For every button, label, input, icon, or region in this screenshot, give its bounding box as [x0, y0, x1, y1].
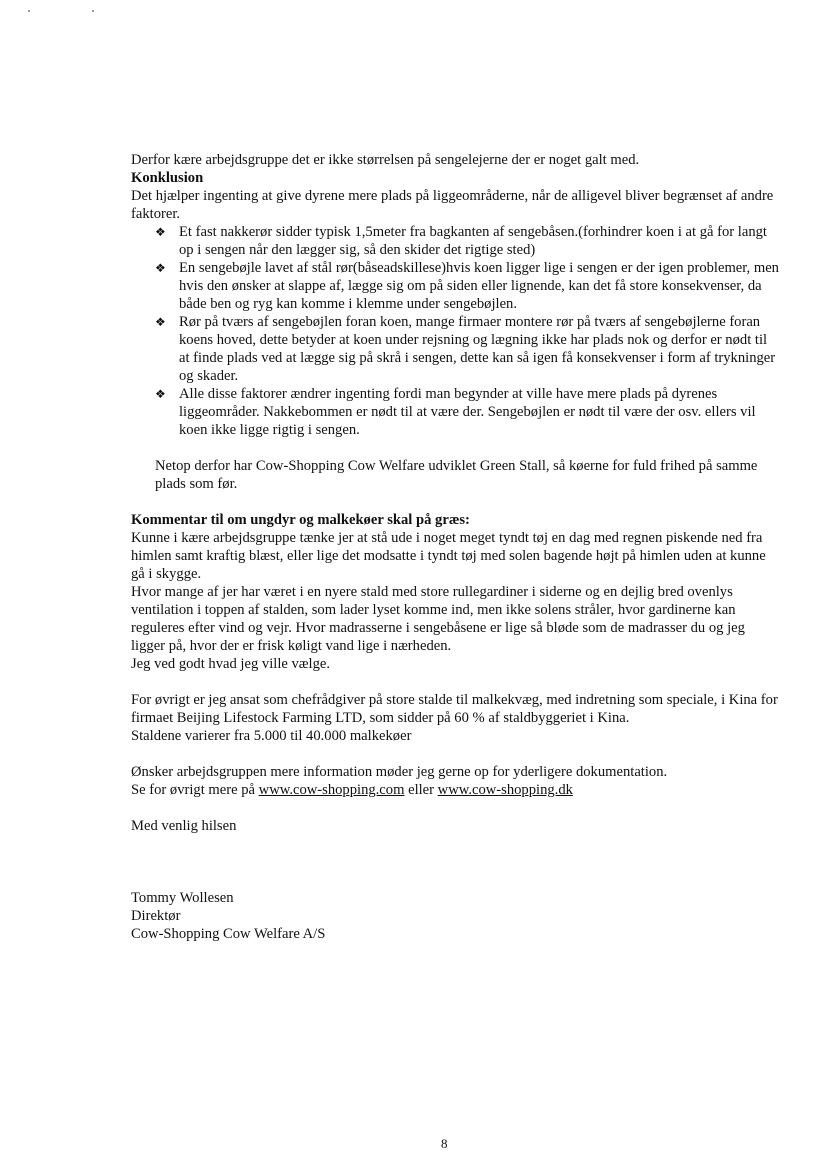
- bullet-text: Et fast nakkerør sidder typisk 1,5meter fra bagkanten af sengebåsen.(forhindrer koen i at gå for langt op i sengen når den lægger sig, så den skider det rigtige sted): [179, 224, 767, 258]
- bullet-text: Rør på tværs af sengebøjlen foran koen, mange firmaer montere rør på tværs af sengebøjlerne foran koens hoved, dette betyder at koen under rejsning og lægning ikke har plads nok og derfor er nødt til at finde plads ved at lægge sig på skrå i sengen, dette kan så igen få konsekvenser i form af trykninger og skader.: [179, 314, 776, 384]
- about-paragraph-2: Staldene varierer fra 5.000 til 40.000 malkekøer: [131, 728, 412, 744]
- spacer: [131, 745, 781, 763]
- spacer: [131, 493, 781, 511]
- signature-company: Cow-Shopping Cow Welfare A/S: [131, 926, 326, 942]
- about-paragraph-1: For øvrigt er jeg ansat som chefrådgiver på store stalde til malkekvæg, med indretning som speciale, i Kina for firmaet Beijing Lifestock Farming LTD, som sidder på 60 % af staldbyggeriet i Kina.: [131, 692, 778, 726]
- konklusion-bullet-list: [131, 223, 781, 439]
- letter-body: [131, 151, 781, 943]
- cow-shopping-com-link[interactable]: www.cow-shopping.com: [258, 782, 405, 798]
- bullet-diamond-icon: ❖: [155, 315, 166, 329]
- contact-links-line: [131, 781, 781, 799]
- scan-speck: [92, 10, 94, 12]
- signature-name: Tommy Wollesen: [131, 890, 234, 906]
- intro-paragraph: Derfor kære arbejdsgruppe det er ikke størrelsen på sengelejerne der er noget galt med.: [131, 152, 640, 168]
- spacer: [131, 835, 781, 889]
- spacer: [131, 673, 781, 691]
- contact-prefix: Se for øvrigt mere på: [131, 782, 259, 798]
- bullet-item: [155, 385, 781, 439]
- signature-title: Direktør: [131, 908, 181, 924]
- bullet-diamond-icon: ❖: [155, 225, 166, 239]
- bullet-item: [155, 259, 781, 313]
- kommentar-paragraph-2: Hvor mange af jer har været i en nyere stald med store rullegardiner i siderne og en dejlig bred ovenlys ventilation i toppen af stalden, som lader lyset komme ind, men ikke solens stråler, hvor gardinerne kan reguleres efter vind og vejr. Hvor madrasserne i sengebåsene er lige så bløde som de madrasser du og jeg ligger på, hvor der er frisk køligt vand lige i nærheden.: [131, 584, 745, 654]
- konklusion-heading: Konklusion: [131, 170, 204, 186]
- spacer: [131, 799, 781, 817]
- contact-middle: eller: [404, 782, 438, 798]
- konklusion-closing: Netop derfor har Cow-Shopping Cow Welfare udviklet Green Stall, så køerne for fuld frihed på samme plads som før.: [155, 458, 758, 492]
- spacer: [131, 439, 781, 457]
- greeting: Med venlig hilsen: [131, 818, 237, 834]
- page-number: 8: [441, 1136, 448, 1151]
- kommentar-paragraph-1: Kunne i kære arbejdsgruppe tænke jer at stå ude i noget meget tyndt tøj en dag med regnen piskende ned fra himlen samt kraftig blæst, eller lige det modsatte i tyndt tøj med solen bagende højt på himlen uden at kunne gå i skygge.: [131, 530, 766, 582]
- bullet-item: [155, 313, 781, 385]
- bullet-diamond-icon: ❖: [155, 387, 166, 401]
- bullet-text: Alle disse faktorer ændrer ingenting fordi man begynder at ville have mere plads på dyrenes liggeområder. Nakkebommen er nødt til at være der. Sengebøjlen er nødt til være der osv. ellers vil koen ikke ligge rigtig i sengen.: [179, 386, 756, 438]
- cow-shopping-dk-link[interactable]: www.cow-shopping.dk: [437, 782, 573, 798]
- contact-paragraph: Ønsker arbejdsgruppen mere information møder jeg gerne op for yderligere dokumentation.: [131, 764, 668, 780]
- konklusion-lead: Det hjælper ingenting at give dyrene mere plads på liggeområderne, når de alligevel bliver begrænset af andre faktorer.: [131, 188, 774, 222]
- bullet-text: En sengebøjle lavet af stål rør(båseadskillese)hvis koen ligger lige i sengen er der igen problemer, men hvis den ønsker at slappe af, lægge sig om på siden eller lignende, kan det få store konsekvenser, da både ben og ryg kan komme i klemme under sengebøjlen.: [179, 260, 779, 312]
- kommentar-paragraph-3: Jeg ved godt hvad jeg ville vælge.: [131, 656, 331, 672]
- bullet-item: [155, 223, 781, 259]
- bullet-diamond-icon: ❖: [155, 261, 166, 275]
- kommentar-heading: Kommentar til om ungdyr og malkekøer skal på græs:: [131, 512, 470, 528]
- scan-speck: [28, 10, 30, 12]
